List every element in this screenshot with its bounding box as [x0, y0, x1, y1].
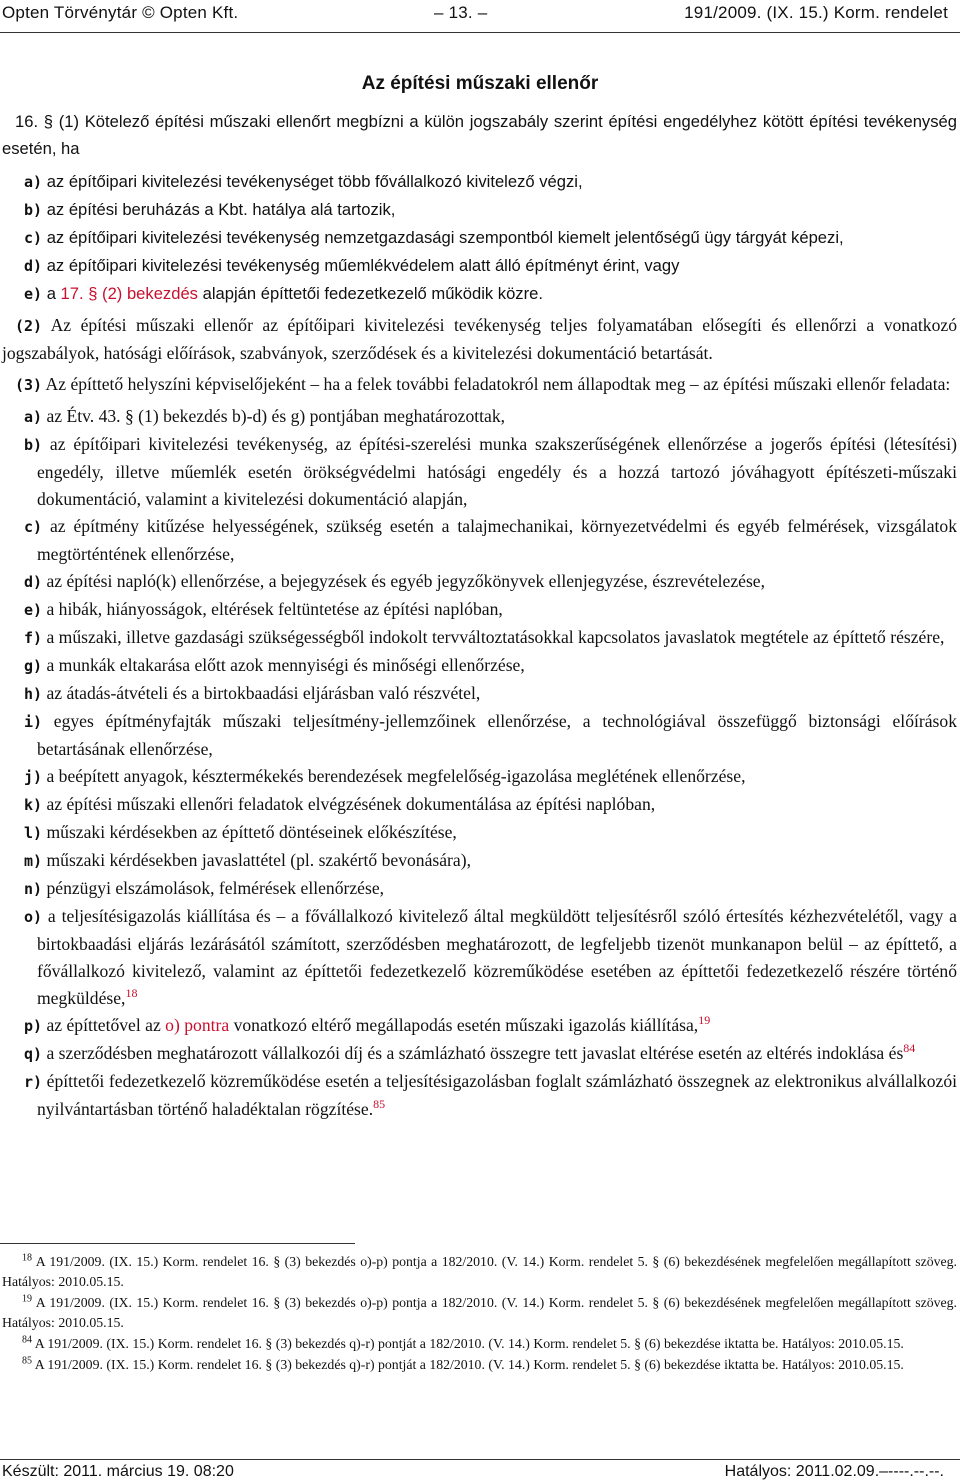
- item-text: az építtetővel az: [46, 1015, 166, 1035]
- page-footer: [0, 1463, 960, 1483]
- footer-divider: [0, 1459, 960, 1460]
- cross-reference-link[interactable]: o) pontra: [165, 1015, 230, 1035]
- item-marker: q): [24, 1045, 43, 1063]
- paragraph-text: Az építtető helyszíni képviselőjeként – ha a felek további feladatokról nem állapodtak meg – az építési műszaki ellenőr feladata:: [45, 374, 951, 394]
- footnote-text: A 191/2009. (IX. 15.) Korm. rendelet 16. § (3) bekezdés o)-p) pontja a 182/2010. (V. 14.) Korm. rendelet 5. § (6) bekezdésének megfelelően megállapított szöveg. Hatályos: 2010.05.15.: [2, 1295, 957, 1330]
- item-text: a munkák eltakarása előtt azok mennyiségi és minőségi ellenőrzése,: [46, 655, 525, 675]
- item-text: pénzügyi elszámolások, felmérések ellenőrzése,: [46, 878, 385, 898]
- item-text: az építési beruházás a Kbt. hatálya alá tartozik,: [46, 200, 396, 219]
- item-marker: e): [24, 601, 43, 619]
- item-text: az átadás-átvételi és a birtokbaadási eljárásban való részvétel,: [46, 683, 481, 703]
- list-item: [24, 196, 957, 224]
- item-marker: c): [24, 518, 43, 536]
- item-text: a beépített anyagok, késztermékekés berendezések megfelelőség-igazolása meglétének ellenőrzése,: [46, 766, 746, 786]
- item-text: az Étv. 43. § (1) bekezdés b)-d) és g) pontjában meghatározottak,: [46, 406, 506, 426]
- paragraph-16-2: [2, 312, 957, 367]
- paragraph-16-1: [2, 108, 957, 162]
- section-number: 16.: [15, 112, 39, 131]
- page-header: [0, 3, 960, 29]
- item-text: az építési műszaki ellenőri feladatok elvégzésének dokumentálása az építési naplóban,: [46, 794, 656, 814]
- item-marker: a): [24, 408, 43, 426]
- list-item: [24, 513, 957, 568]
- item-text: az építőipari kivitelezési tevékenység műemlékvédelem alatt álló építményt érint, vagy: [46, 256, 680, 275]
- item-marker: r): [24, 1073, 43, 1091]
- item-text: a: [46, 284, 61, 303]
- list-item: [24, 819, 957, 847]
- item-text: az építőipari kivitelezési tevékenységet több fővállalkozó kivitelező végzi,: [46, 172, 583, 191]
- header-publisher: Opten Törvénytár © Opten Kft.: [2, 3, 239, 22]
- footnote-text: A 191/2009. (IX. 15.) Korm. rendelet 16. § (3) bekezdés q)-r) pontját a 182/2010. (V. 14.) Korm. rendelet 5. § (6) bekezdése iktatta be. Hatályos: 2010.05.15.: [34, 1336, 904, 1351]
- item-text: egyes építményfajták műszaki teljesítmény-jellemzőinek ellenőrzése, a technológiával összefüggő biztonsági előírások betartásának ellenőrzése,: [37, 711, 957, 759]
- item-marker: a): [24, 173, 43, 191]
- list-item: [24, 624, 957, 652]
- list-item: [24, 903, 957, 1012]
- list-item: [24, 431, 957, 513]
- list-item: [24, 1068, 958, 1123]
- list-item: [24, 875, 957, 903]
- paragraph-number: (2): [15, 317, 43, 335]
- item-text: a hibák, hiányosságok, eltérések feltüntetése az építési naplóban,: [46, 599, 503, 619]
- footnote-number: 84: [22, 1334, 32, 1346]
- footnote: [2, 1252, 957, 1292]
- list-item: [24, 252, 957, 280]
- item-marker: o): [24, 908, 43, 926]
- item-marker: e): [24, 285, 43, 303]
- list-item: [24, 403, 957, 431]
- item-marker: n): [24, 880, 43, 898]
- list-item: [24, 1040, 957, 1068]
- item-marker: b): [24, 436, 43, 454]
- item-text: az építőipari kivitelezési tevékenység nemzetgazdasági szempontból kiemelt jelentőségű ügy tárgyát képezi,: [46, 228, 844, 247]
- item-text: vonatkozó eltérő megállapodás esetén műszaki igazolás kiállítása,: [229, 1015, 699, 1035]
- list-item: [24, 847, 957, 875]
- footnote-ref[interactable]: 85: [373, 1097, 386, 1112]
- footnote: [2, 1334, 957, 1354]
- item-text: alapján építtetői fedezetkezelő működik közre.: [197, 284, 543, 303]
- item-text: a műszaki, illetve gazdasági szükségességből indokolt tervváltoztatásokkal kapcsolatos javaslatok megtétele az építtető részére,: [46, 627, 945, 647]
- footnotes: [2, 1252, 957, 1376]
- item-marker: c): [24, 229, 43, 247]
- item-text: építtetői fedezetkezelő közreműködése esetén a teljesítésigazolásban foglalt számlázható összegnek az elektronikus alvállalkozói nyilvántartásban történő haladéktalan rögzítése.: [37, 1071, 958, 1119]
- item-marker: f): [24, 629, 43, 647]
- item-marker: h): [24, 685, 43, 703]
- footnote-number: 19: [22, 1293, 32, 1305]
- item-marker: g): [24, 657, 43, 675]
- item-marker: d): [24, 257, 43, 275]
- item-marker: p): [24, 1017, 43, 1035]
- item-marker: k): [24, 796, 43, 814]
- item-text: a szerződésben meghatározott vállalkozói díj és a számlázható összegre tett javaslat eltérése esetén az eltérés indoklása és: [46, 1043, 904, 1063]
- footnote: [2, 1293, 957, 1333]
- list-item: [24, 168, 957, 196]
- footnote-number: 18: [22, 1252, 32, 1264]
- item-marker: l): [24, 824, 43, 842]
- list-item: [24, 763, 957, 791]
- footnote-ref[interactable]: 19: [698, 1013, 711, 1028]
- header-decree-id: 191/2009. (IX. 15.) Korm. rendelet: [684, 3, 948, 22]
- footer-created: Készült: 2011. március 19. 08:20: [2, 1463, 234, 1480]
- item-marker: d): [24, 573, 43, 591]
- paragraph-text: § (1) Kötelező építési műszaki ellenőrt megbízni a külön jogszabály szerint építési engedélyhez kötött építési tevékenység esetén, ha: [2, 112, 957, 158]
- footnote-number: 85: [22, 1355, 32, 1367]
- list-item: [24, 1012, 957, 1040]
- list-item: [24, 568, 957, 596]
- item-marker: b): [24, 201, 43, 219]
- item-text: az építmény kitűzése helyességének, szükség esetén a talajmechanikai, környezetvédelmi és egyéb felmérések, vizsgálatok megtörténtének ellenőrzése,: [37, 516, 957, 564]
- paragraph-number: (3): [15, 376, 43, 394]
- item-text: műszaki kérdésekben javaslattétel (pl. szakértő bevonására),: [46, 850, 471, 870]
- item-marker: m): [24, 852, 43, 870]
- list-item: [24, 791, 957, 819]
- list-item: [24, 596, 957, 624]
- list-item: [24, 652, 957, 680]
- document-body: [2, 108, 957, 1123]
- cross-reference-link[interactable]: 17. § (2) bekezdés: [60, 284, 198, 303]
- item-text: az építési napló(k) ellenőrzése, a bejegyzések és egyéb jegyzőkönyvek ellenjegyzése, észrevételezése,: [46, 571, 766, 591]
- header-page-number: – 13. –: [434, 3, 488, 22]
- section-title: Az építési műszaki ellenőr: [361, 73, 599, 94]
- item-text: az építőipari kivitelezési tevékenység, az építési-szerelési munka szakszerűségének ellenőrzése a jogerős építési (létesítési) engedély, illetve műemlék esetén örökségvédelmi hatósági engedély és a hozzá tartozó jóváhagyott építészeti-műszaki dokumentáció, valamint a kivitelezési dokumentáció alapján,: [37, 434, 957, 509]
- header-divider: [0, 32, 960, 33]
- footnote-ref[interactable]: 84: [903, 1041, 916, 1056]
- footnote: [2, 1355, 957, 1375]
- paragraph-16-3: [2, 371, 957, 399]
- item-marker: i): [24, 713, 43, 731]
- footnote-text: A 191/2009. (IX. 15.) Korm. rendelet 16. § (3) bekezdés o)-p) pontja a 182/2010. (V. 14.) Korm. rendelet 5. § (6) bekezdésének megfelelően megállapított szöveg. Hatályos: 2010.05.15.: [2, 1254, 957, 1289]
- list-item: [24, 708, 957, 763]
- item-marker: j): [24, 768, 43, 786]
- item-text: műszaki kérdésekben az építtető döntéseinek előkészítése,: [46, 822, 457, 842]
- footnote-divider: [0, 1243, 355, 1244]
- footer-effective: Hatályos: 2011.02.09.–----.--.--.: [724, 1463, 944, 1480]
- item-text: a teljesítésigazolás kiállítása és – a fővállalkozó kivitelező által megküldött teljesítésről szóló értesítés kézhezvételétől, vagy a birtokbaadási eljárás lezárásától számított, szerződésben meghatározott, de legfeljebb tizenöt munkanapon belül – az építtető, a fővállalkozó kivitelező, valamint az építtetői fedezetkezelő közreműködése esetében az építtetői fedezetkezelő részére történő megküldése,: [37, 906, 957, 1008]
- footnote-ref[interactable]: 18: [125, 986, 138, 1001]
- footnote-text: A 191/2009. (IX. 15.) Korm. rendelet 16. § (3) bekezdés q)-r) pontját a 182/2010. (V. 14.) Korm. rendelet 5. § (6) bekezdése iktatta be. Hatályos: 2010.05.15.: [34, 1357, 904, 1372]
- list-item: [24, 224, 957, 252]
- list-item: [24, 680, 957, 708]
- paragraph-text: Az építési műszaki ellenőr az építőipari kivitelezési tevékenység teljes folyamatában elősegíti és ellenőrzi a vonatkozó jogszabályok, hatósági előírások, szabványok, szerződések és a kivitelezési dokumentáció betartását.: [2, 315, 957, 363]
- list-item: [24, 280, 957, 308]
